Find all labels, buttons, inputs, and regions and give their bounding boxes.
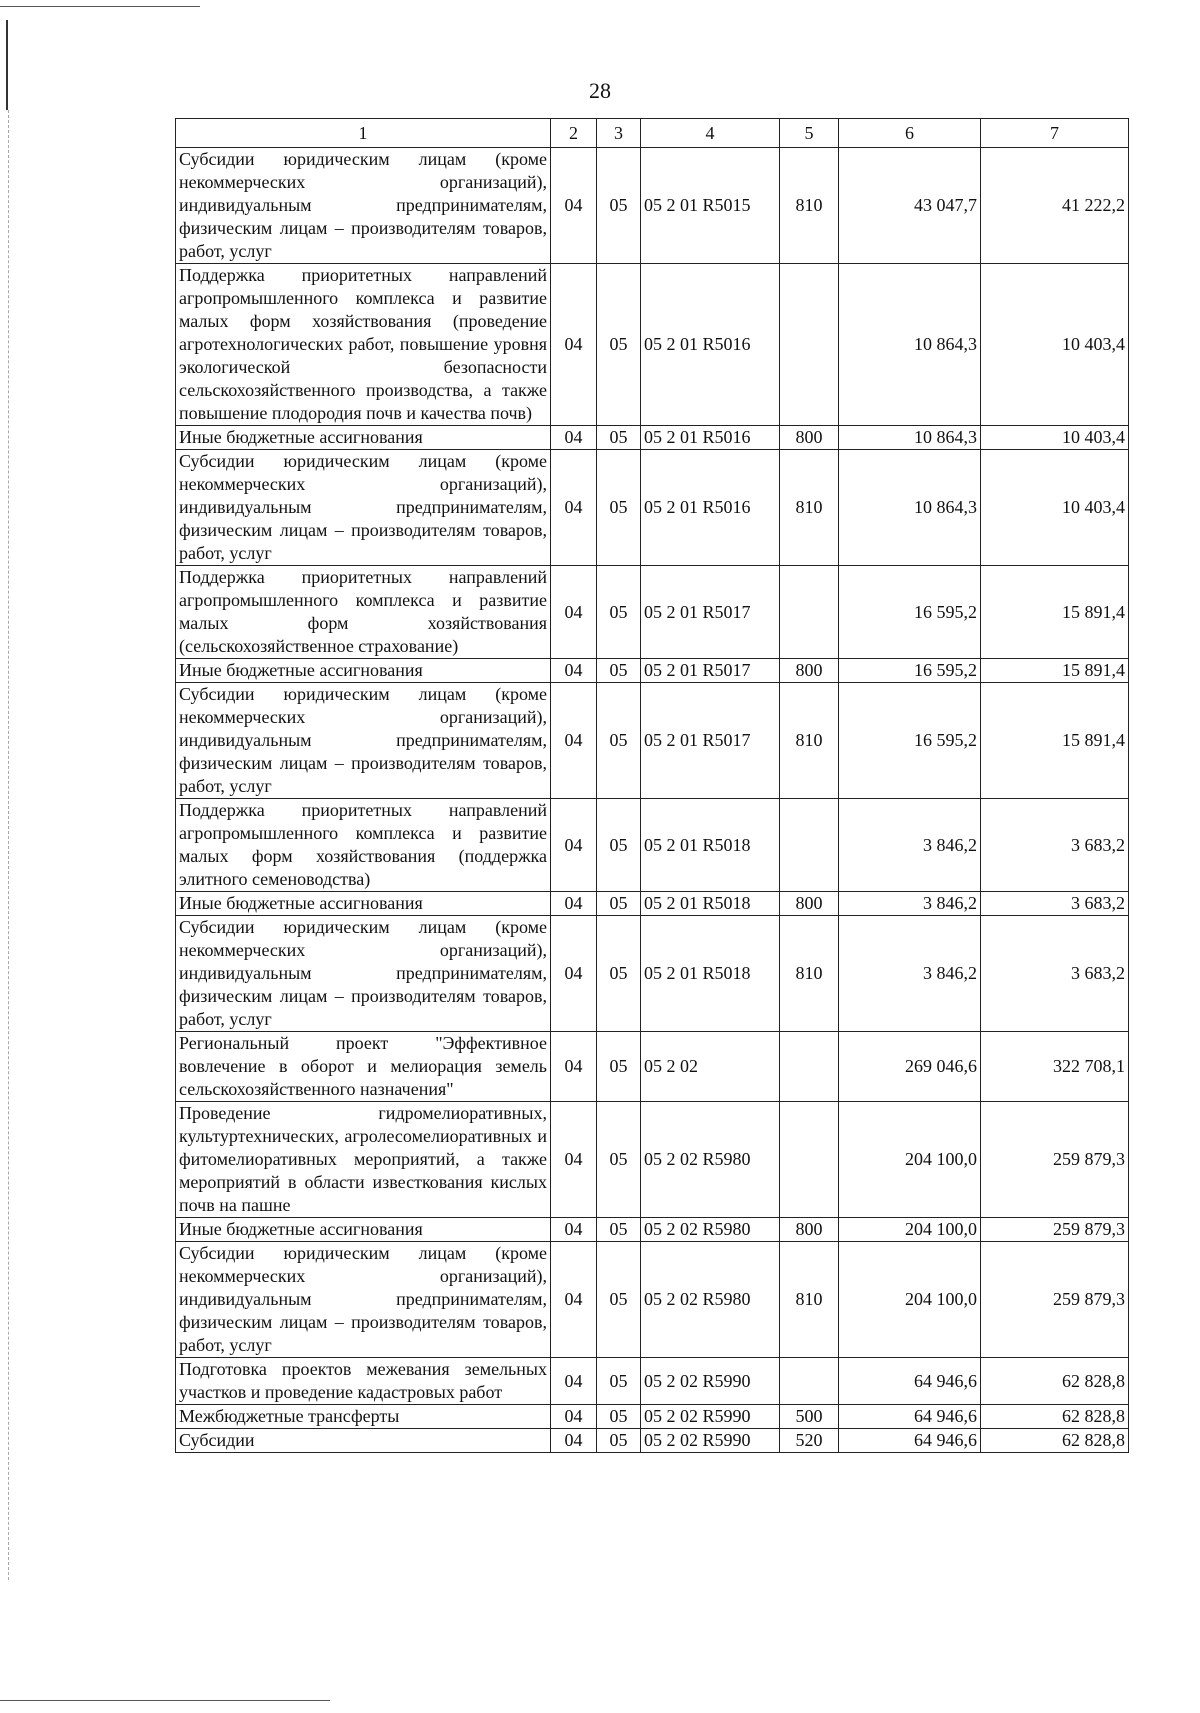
amount-col-6: 16 595,2 (839, 659, 981, 683)
subsection-code: 05 (597, 264, 641, 426)
row-name: Субсидии юридическим лицам (кроме некоммерческих организаций), индивидуальным предпринимателям, физическим лицам – производителям товаров, работ, услуг (176, 450, 551, 566)
expense-type-code (780, 1102, 839, 1218)
section-code: 04 (551, 1242, 597, 1358)
target-article-code: 05 2 01 R5018 (641, 892, 780, 916)
expense-type-code: 800 (780, 426, 839, 450)
amount-col-7: 3 683,2 (981, 892, 1129, 916)
amount-col-6: 3 846,2 (839, 892, 981, 916)
expense-type-code: 800 (780, 659, 839, 683)
section-code: 04 (551, 1218, 597, 1242)
amount-col-6: 269 046,6 (839, 1032, 981, 1102)
amount-col-7: 15 891,4 (981, 566, 1129, 659)
section-code: 04 (551, 426, 597, 450)
subsection-code: 05 (597, 148, 641, 264)
section-code: 04 (551, 916, 597, 1032)
row-name: Иные бюджетные ассигнования (176, 659, 551, 683)
subsection-code: 05 (597, 426, 641, 450)
table-row (176, 799, 1129, 892)
amount-col-6: 204 100,0 (839, 1102, 981, 1218)
section-code: 04 (551, 1429, 597, 1453)
amount-col-6: 16 595,2 (839, 566, 981, 659)
table-row (176, 148, 1129, 264)
amount-col-6: 10 864,3 (839, 426, 981, 450)
column-header: 4 (641, 119, 780, 148)
target-article-code: 05 2 02 R5980 (641, 1242, 780, 1358)
target-article-code: 05 2 01 R5016 (641, 450, 780, 566)
target-article-code: 05 2 01 R5018 (641, 799, 780, 892)
table-row (176, 1358, 1129, 1405)
target-article-code: 05 2 02 (641, 1032, 780, 1102)
amount-col-7: 62 828,8 (981, 1358, 1129, 1405)
subsection-code: 05 (597, 1358, 641, 1405)
amount-col-6: 16 595,2 (839, 683, 981, 799)
target-article-code: 05 2 01 R5017 (641, 566, 780, 659)
amount-col-7: 10 403,4 (981, 450, 1129, 566)
amount-col-6: 64 946,6 (839, 1429, 981, 1453)
row-name: Региональный проект "Эффективное вовлечение в оборот и мелиорация земель сельскохозяйственного назначения" (176, 1032, 551, 1102)
expense-type-code: 810 (780, 148, 839, 264)
expense-type-code: 520 (780, 1429, 839, 1453)
page-number: 28 (589, 78, 611, 103)
row-name: Субсидии юридическим лицам (кроме некоммерческих организаций), индивидуальным предпринимателям, физическим лицам – производителям товаров, работ, услуг (176, 1242, 551, 1358)
column-header: 5 (780, 119, 839, 148)
subsection-code: 05 (597, 1405, 641, 1429)
target-article-code: 05 2 01 R5018 (641, 916, 780, 1032)
subsection-code: 05 (597, 1218, 641, 1242)
expense-type-code: 800 (780, 892, 839, 916)
column-header: 2 (551, 119, 597, 148)
expense-type-code: 810 (780, 683, 839, 799)
expense-type-code (780, 1032, 839, 1102)
table-row (176, 1218, 1129, 1242)
section-code: 04 (551, 799, 597, 892)
subsection-code: 05 (597, 892, 641, 916)
column-header: 3 (597, 119, 641, 148)
table-row (176, 916, 1129, 1032)
row-name: Иные бюджетные ассигнования (176, 426, 551, 450)
target-article-code: 05 2 01 R5017 (641, 659, 780, 683)
budget-table (175, 118, 1129, 1453)
section-code: 04 (551, 450, 597, 566)
amount-col-7: 62 828,8 (981, 1405, 1129, 1429)
subsection-code: 05 (597, 916, 641, 1032)
amount-col-7: 259 879,3 (981, 1218, 1129, 1242)
target-article-code: 05 2 01 R5016 (641, 264, 780, 426)
table-row (176, 264, 1129, 426)
expense-type-code (780, 799, 839, 892)
amount-col-7: 10 403,4 (981, 264, 1129, 426)
table-header-row (176, 119, 1129, 148)
subsection-code: 05 (597, 450, 641, 566)
table-row (176, 426, 1129, 450)
table-row (176, 566, 1129, 659)
amount-col-7: 322 708,1 (981, 1032, 1129, 1102)
expense-type-code: 810 (780, 450, 839, 566)
subsection-code: 05 (597, 683, 641, 799)
subsection-code: 05 (597, 659, 641, 683)
section-code: 04 (551, 148, 597, 264)
row-name: Субсидии юридическим лицам (кроме некоммерческих организаций), индивидуальным предпринимателям, физическим лицам – производителям товаров, работ, услуг (176, 683, 551, 799)
section-code: 04 (551, 683, 597, 799)
amount-col-6: 3 846,2 (839, 916, 981, 1032)
amount-col-7: 259 879,3 (981, 1242, 1129, 1358)
table-row (176, 683, 1129, 799)
row-name: Поддержка приоритетных направлений агропромышленного комплекса и развитие малых форм хозяйствования (поддержка элитного семеноводства) (176, 799, 551, 892)
amount-col-7: 3 683,2 (981, 916, 1129, 1032)
column-header: 1 (176, 119, 551, 148)
row-name: Межбюджетные трансферты (176, 1405, 551, 1429)
row-name: Поддержка приоритетных направлений агропромышленного комплекса и развитие малых форм хозяйствования (сельскохозяйственное страхование) (176, 566, 551, 659)
section-code: 04 (551, 1102, 597, 1218)
amount-col-6: 10 864,3 (839, 450, 981, 566)
amount-col-6: 3 846,2 (839, 799, 981, 892)
subsection-code: 05 (597, 1032, 641, 1102)
table-row (176, 1242, 1129, 1358)
subsection-code: 05 (597, 1429, 641, 1453)
row-name: Проведение гидромелиоративных, культуртехнических, агролесомелиоративных и фитомелиоративных мероприятий, а также мероприятий в области известкования кислых почв на пашне (176, 1102, 551, 1218)
table-row (176, 1102, 1129, 1218)
table-row (176, 450, 1129, 566)
amount-col-7: 10 403,4 (981, 426, 1129, 450)
table-row (176, 659, 1129, 683)
target-article-code: 05 2 02 R5990 (641, 1429, 780, 1453)
amount-col-7: 3 683,2 (981, 799, 1129, 892)
expense-type-code: 800 (780, 1218, 839, 1242)
column-header: 7 (981, 119, 1129, 148)
column-header: 6 (839, 119, 981, 148)
section-code: 04 (551, 1358, 597, 1405)
expense-type-code: 500 (780, 1405, 839, 1429)
subsection-code: 05 (597, 1242, 641, 1358)
row-name: Субсидии юридическим лицам (кроме некоммерческих организаций), индивидуальным предпринимателям, физическим лицам – производителям товаров, работ, услуг (176, 916, 551, 1032)
table-row (176, 1405, 1129, 1429)
amount-col-6: 43 047,7 (839, 148, 981, 264)
table-row (176, 1032, 1129, 1102)
table-body (176, 148, 1129, 1453)
scan-artifact-bottom-line (0, 1700, 330, 1701)
amount-col-7: 62 828,8 (981, 1429, 1129, 1453)
amount-col-7: 15 891,4 (981, 659, 1129, 683)
section-code: 04 (551, 264, 597, 426)
row-name: Иные бюджетные ассигнования (176, 1218, 551, 1242)
section-code: 04 (551, 892, 597, 916)
target-article-code: 05 2 01 R5017 (641, 683, 780, 799)
subsection-code: 05 (597, 566, 641, 659)
expense-type-code: 810 (780, 1242, 839, 1358)
expense-type-code (780, 1358, 839, 1405)
table-row (176, 892, 1129, 916)
expense-type-code (780, 566, 839, 659)
table-row (176, 1429, 1129, 1453)
scan-artifact-left-dashes (8, 110, 10, 1580)
amount-col-6: 64 946,6 (839, 1405, 981, 1429)
subsection-code: 05 (597, 799, 641, 892)
subsection-code: 05 (597, 1102, 641, 1218)
row-name: Подготовка проектов межевания земельных участков и проведение кадастровых работ (176, 1358, 551, 1405)
row-name: Иные бюджетные ассигнования (176, 892, 551, 916)
section-code: 04 (551, 1405, 597, 1429)
scan-artifact-top-line (0, 6, 200, 7)
amount-col-7: 41 222,2 (981, 148, 1129, 264)
amount-col-7: 259 879,3 (981, 1102, 1129, 1218)
target-article-code: 05 2 02 R5990 (641, 1358, 780, 1405)
expense-type-code: 810 (780, 916, 839, 1032)
row-name: Поддержка приоритетных направлений агропромышленного комплекса и развитие малых форм хозяйствования (проведение агротехнологических работ, повышение уровня экологической безопасности сельскохозяйственного производства, а также повышение плодородия почв и качества почв) (176, 264, 551, 426)
target-article-code: 05 2 02 R5990 (641, 1405, 780, 1429)
target-article-code: 05 2 01 R5016 (641, 426, 780, 450)
amount-col-6: 10 864,3 (839, 264, 981, 426)
amount-col-6: 204 100,0 (839, 1242, 981, 1358)
row-name: Субсидии (176, 1429, 551, 1453)
amount-col-7: 15 891,4 (981, 683, 1129, 799)
section-code: 04 (551, 566, 597, 659)
section-code: 04 (551, 1032, 597, 1102)
target-article-code: 05 2 02 R5980 (641, 1102, 780, 1218)
target-article-code: 05 2 01 R5015 (641, 148, 780, 264)
section-code: 04 (551, 659, 597, 683)
expense-type-code (780, 264, 839, 426)
amount-col-6: 64 946,6 (839, 1358, 981, 1405)
target-article-code: 05 2 02 R5980 (641, 1218, 780, 1242)
row-name: Субсидии юридическим лицам (кроме некоммерческих организаций), индивидуальным предпринимателям, физическим лицам – производителям товаров, работ, услуг (176, 148, 551, 264)
amount-col-6: 204 100,0 (839, 1218, 981, 1242)
